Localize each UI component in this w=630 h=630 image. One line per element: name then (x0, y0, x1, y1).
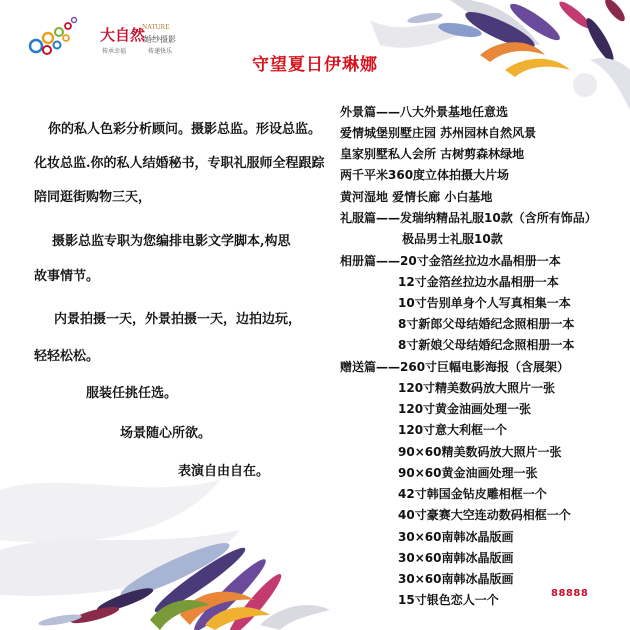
package-item: 赠送篇——260寸巨幅电影海报（含展架） (340, 360, 570, 374)
package-item: 30×60南韩冰晶版画 (398, 551, 514, 565)
package-item: 两千平米360度立体拍摄大片场 (340, 168, 510, 182)
intro-line: 摄影总监专职为您编排电影文学脚本,构思 (52, 234, 291, 249)
package-item: 爱情城堡别墅庄园 苏州园林自然风景 (340, 126, 537, 140)
package-item: 90×60黄金油画处理一张 (398, 466, 538, 480)
intro-line: 表演自由自在。 (178, 464, 270, 479)
page-title: 守望夏日伊琳娜 (252, 55, 378, 75)
package-item: 120寸精美数码放大照片一张 (398, 381, 556, 395)
intro-line: 你的私人色彩分析顾问。摄影总监。形设总监。 (48, 122, 322, 137)
intro-line: 化妆总监.你的私人结婚秘书，专职礼服师全程跟踪 (34, 156, 325, 171)
package-item: 皇家别墅私人会所 古树剪森林绿地 (340, 147, 525, 161)
brand-tagline-left: 传承幸福 (102, 48, 127, 55)
intro-line: 陪同逛街购物三天， (34, 190, 152, 205)
package-item: 8寸新郎父母结婚纪念照相册一本 (398, 317, 575, 331)
package-item: 30×60南韩冰晶版画 (398, 572, 514, 586)
package-item: 外景篇——八大外景基地任意选 (340, 105, 509, 119)
page-number: 88888 (551, 588, 589, 599)
package-item: 120寸意大利框一个 (398, 423, 508, 437)
package-item: 40寸豪赛大空连动数码相框一个 (398, 508, 571, 522)
brand-name-cn: 大自然 (100, 26, 146, 44)
package-item: 90×60精美数码放大照片一张 (398, 445, 562, 459)
decorative-swirls-bottom (0, 430, 340, 630)
package-item: 礼服篇——发瑞纳精品礼服10款（含所有饰品） (340, 211, 597, 225)
intro-line: 轻轻松松。 (34, 349, 100, 364)
package-item: 42寸韩国金钻皮雕相框一个 (398, 487, 547, 501)
brand-name-en: NATURE (142, 23, 170, 31)
brand-tagline-right: 传递快乐 (148, 48, 173, 55)
intro-line: 场景随心所欲。 (120, 426, 212, 441)
package-item: 15寸银色恋人一个 (398, 593, 499, 607)
package-item: 极品男士礼服10款 (402, 232, 503, 246)
package-item: 120寸黄金油画处理一张 (398, 402, 532, 416)
intro-line: 故事情节。 (34, 269, 100, 284)
package-item: 8寸新娘父母结婚纪念照相册一本 (398, 338, 575, 352)
intro-line: 内景拍摄一天，外景拍摄一天，边拍边玩， (54, 312, 302, 327)
intro-line: 服装任挑任选。 (86, 386, 178, 401)
package-item: 12寸金箔丝拉边水晶相册一本 (398, 275, 559, 289)
package-item: 10寸告别单身个人写真相集一本 (398, 296, 571, 310)
brand-subtitle: 婚纱摄影 (144, 35, 176, 44)
package-item: 黄河湿地 爱情长廊 小白基地 (340, 190, 493, 204)
package-item: 相册篇——20寸金箔丝拉边水晶相册一本 (340, 254, 561, 268)
package-item: 30×60南韩冰晶版画 (398, 530, 514, 544)
